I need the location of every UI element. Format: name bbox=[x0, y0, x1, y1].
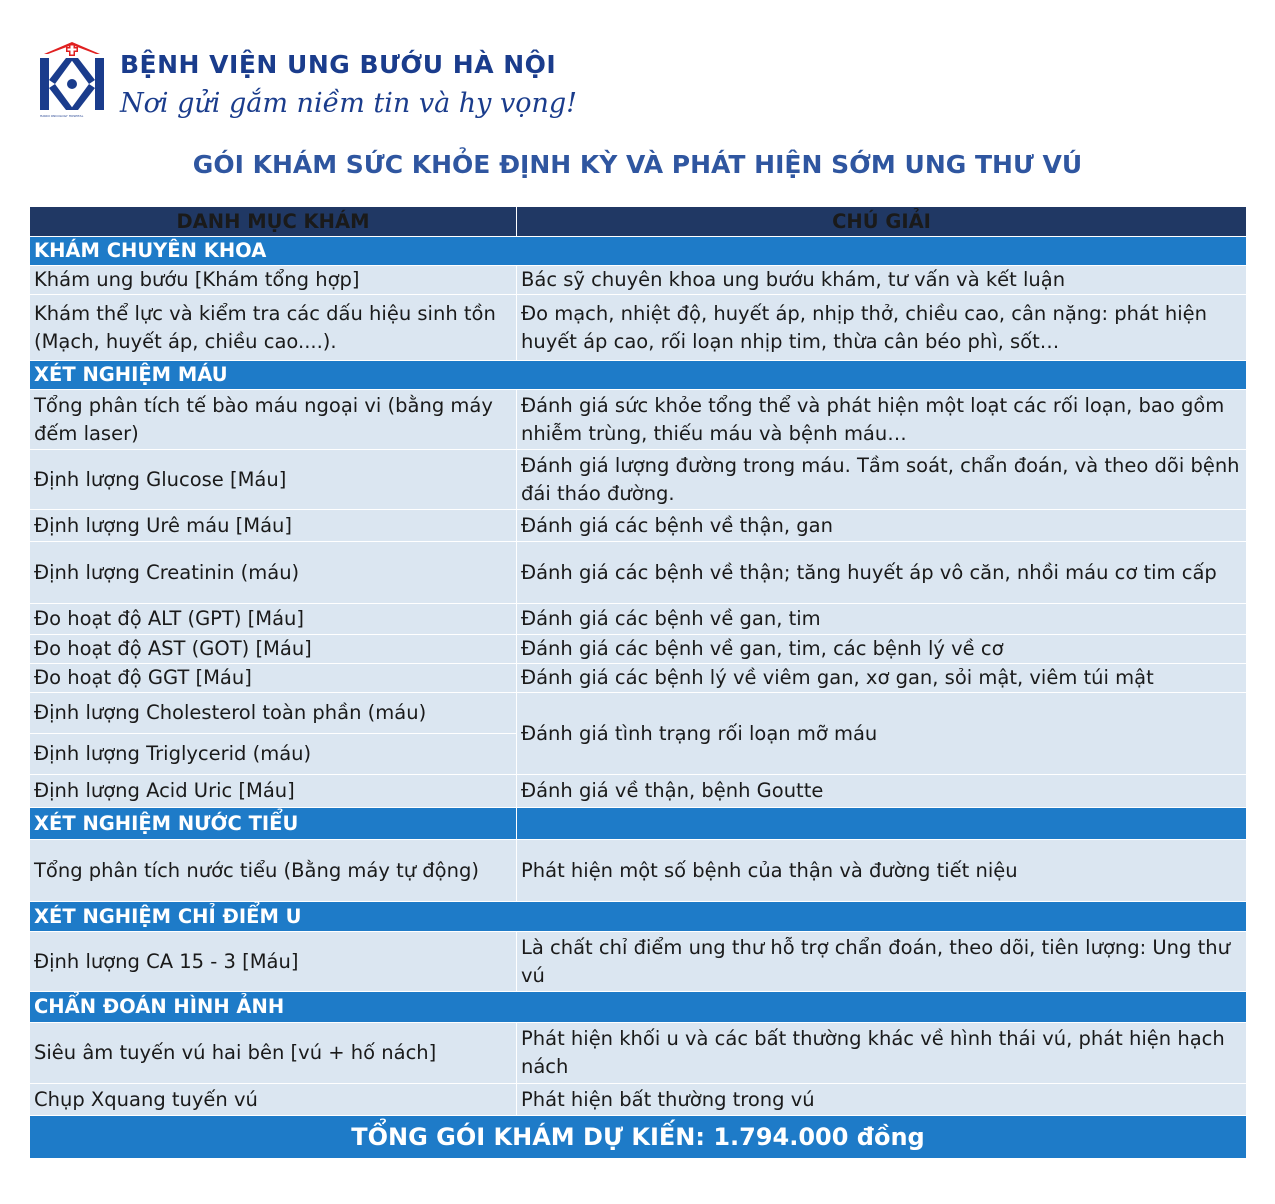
note-cell: Đánh giá các bệnh về gan, tim bbox=[517, 604, 1247, 635]
section-title: CHẨN ĐOÁN HÌNH ẢNH bbox=[30, 992, 1247, 1023]
table-row bbox=[30, 840, 1247, 902]
table-row bbox=[30, 932, 1247, 992]
note-cell: Đánh giá lượng đường trong máu. Tầm soát, chẩn đoán, và theo dõi bệnh đái tháo đường. bbox=[517, 450, 1247, 510]
section-row bbox=[30, 237, 1247, 266]
page-title: GÓI KHÁM SỨC KHỎE ĐỊNH KỲ VÀ PHÁT HIỆN SỚM UNG THƯ VÚ bbox=[192, 150, 1083, 179]
table-row bbox=[30, 1084, 1247, 1116]
item-cell: Định lượng Cholesterol toàn phần (máu) bbox=[30, 693, 517, 734]
item-cell: Tổng phân tích tế bào máu ngoại vi (bằng máy đếm laser) bbox=[30, 390, 517, 450]
section-title: KHÁM CHUYÊN KHOA bbox=[30, 237, 1247, 266]
item-cell: Đo hoạt độ ALT (GPT) [Máu] bbox=[30, 604, 517, 635]
item-cell: Đo hoạt độ GGT [Máu] bbox=[30, 664, 517, 693]
item-cell: Định lượng Creatinin (máu) bbox=[30, 542, 517, 604]
item-cell: Tổng phân tích nước tiểu (Bằng máy tự động) bbox=[30, 840, 517, 902]
table-row bbox=[30, 390, 1247, 450]
section-row bbox=[30, 361, 1247, 390]
item-cell: Khám thể lực và kiểm tra các dấu hiệu sinh tồn (Mạch, huyết áp, chiều cao....). bbox=[30, 295, 517, 361]
package-total: TỔNG GÓI KHÁM DỰ KIẾN: 1.794.000 đồng bbox=[30, 1116, 1247, 1159]
note-cell: Phát hiện bất thường trong vú bbox=[517, 1084, 1247, 1116]
table-row bbox=[30, 664, 1247, 693]
item-cell: Định lượng Acid Uric [Máu] bbox=[30, 775, 517, 808]
column-header-notes: CHÚ GIẢI bbox=[517, 207, 1247, 237]
section-row bbox=[30, 902, 1247, 932]
header bbox=[36, 40, 636, 130]
column-header-items: DANH MỤC KHÁM bbox=[30, 207, 517, 237]
section-row bbox=[30, 992, 1247, 1023]
item-cell: Siêu âm tuyến vú hai bên [vú + hố nách] bbox=[30, 1023, 517, 1084]
table-row bbox=[30, 693, 1247, 734]
table-row bbox=[30, 450, 1247, 510]
hospital-slogan: Nơi gửi gắm niềm tin và hy vọng! bbox=[120, 88, 578, 119]
hospital-name: BỆNH VIỆN UNG BƯỚU HÀ NỘI bbox=[120, 50, 557, 79]
table-row bbox=[30, 604, 1247, 635]
item-cell: Định lượng Triglycerid (máu) bbox=[30, 734, 517, 775]
table-row bbox=[30, 510, 1247, 542]
note-cell: Đánh giá về thận, bệnh Goutte bbox=[517, 775, 1247, 808]
table-row bbox=[30, 295, 1247, 361]
note-cell: Đánh giá tình trạng rối loạn mỡ máu bbox=[517, 693, 1247, 775]
table-header-row bbox=[30, 207, 1247, 237]
note-cell: Phát hiện khối u và các bất thường khác về hình thái vú, phát hiện hạch nách bbox=[517, 1023, 1247, 1084]
item-cell: Đo hoạt độ AST (GOT) [Máu] bbox=[30, 635, 517, 664]
item-cell: Định lượng Glucose [Máu] bbox=[30, 450, 517, 510]
section-title: XÉT NGHIỆM MÁU bbox=[30, 361, 1247, 390]
section-row bbox=[30, 808, 1247, 840]
note-cell: Đánh giá các bệnh về gan, tim, các bệnh lý về cơ bbox=[517, 635, 1247, 664]
table-row bbox=[30, 266, 1247, 295]
note-cell: Đánh giá các bệnh về thận, gan bbox=[517, 510, 1247, 542]
table-row bbox=[30, 775, 1247, 808]
table-row bbox=[30, 542, 1247, 604]
hospital-logo bbox=[36, 40, 108, 116]
note-cell: Đánh giá các bệnh về thận; tăng huyết áp vô căn, nhồi máu cơ tim cấp bbox=[517, 542, 1247, 604]
item-cell: Chụp Xquang tuyến vú bbox=[30, 1084, 517, 1116]
logo-caption: HANOI ONCOLOGY HOSPITAL bbox=[40, 114, 84, 118]
note-cell: Đánh giá các bệnh lý về viêm gan, xơ gan, sỏi mật, viêm túi mật bbox=[517, 664, 1247, 693]
section-empty-cell bbox=[517, 808, 1247, 840]
note-cell: Là chất chỉ điểm ung thư hỗ trợ chẩn đoán, theo dõi, tiên lượng: Ung thư vú bbox=[517, 932, 1247, 992]
section-title: XÉT NGHIỆM CHỈ ĐIỂM U bbox=[30, 902, 1247, 932]
package-table bbox=[29, 206, 1247, 1159]
table-row bbox=[30, 635, 1247, 664]
item-cell: Định lượng Urê máu [Máu] bbox=[30, 510, 517, 542]
note-cell: Phát hiện một số bệnh của thận và đường tiết niệu bbox=[517, 840, 1247, 902]
table-row bbox=[30, 1023, 1247, 1084]
section-title: XÉT NGHIỆM NƯỚC TIỂU bbox=[30, 808, 517, 840]
note-cell: Đo mạch, nhiệt độ, huyết áp, nhịp thở, chiều cao, cân nặng: phát hiện huyết áp cao, rối loạn nhịp tim, thừa cân béo phì, sốt… bbox=[517, 295, 1247, 361]
total-row bbox=[30, 1116, 1247, 1159]
item-cell: Định lượng CA 15 - 3 [Máu] bbox=[30, 932, 517, 992]
note-cell: Bác sỹ chuyên khoa ung bướu khám, tư vấn và kết luận bbox=[517, 266, 1247, 295]
item-cell: Khám ung bướu [Khám tổng hợp] bbox=[30, 266, 517, 295]
note-cell: Đánh giá sức khỏe tổng thể và phát hiện một loạt các rối loạn, bao gồm nhiễm trùng, thiếu máu và bệnh máu… bbox=[517, 390, 1247, 450]
